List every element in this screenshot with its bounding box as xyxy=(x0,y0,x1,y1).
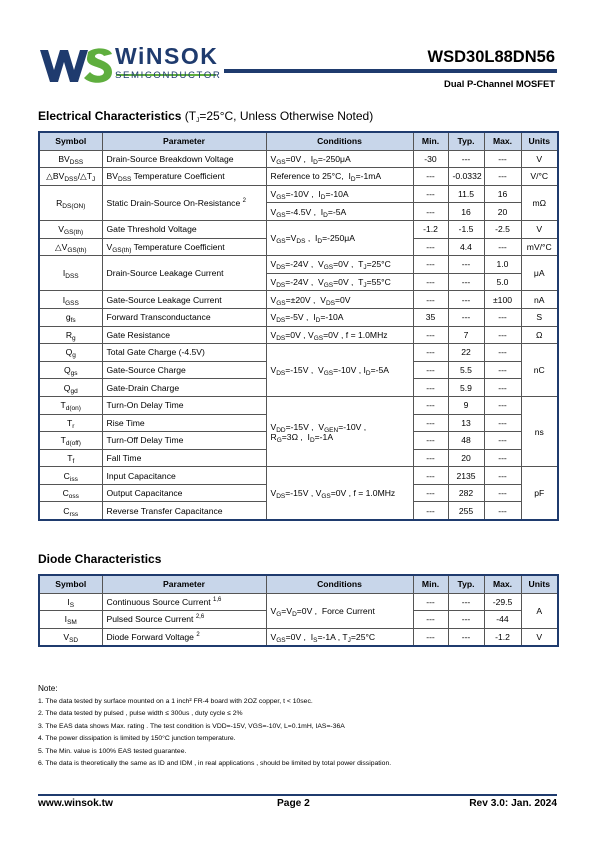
min-cell: --- xyxy=(413,361,448,379)
conditions-cell: $V_{GS}=0V$ , $I_S=-1A$ , $T_J=25^\circ C$ xyxy=(266,628,413,646)
note-item: 4. The power dissipation is limited by 150°C junction temperature. xyxy=(38,735,236,743)
max-cell: -29.5 xyxy=(484,593,521,611)
table-row xyxy=(39,308,558,326)
typ-cell: -1.5 xyxy=(448,220,484,238)
table-row xyxy=(39,150,558,168)
parameter-cell: Drain-Source Breakdown Voltage xyxy=(102,150,266,168)
min-cell: --- xyxy=(413,326,448,344)
symbol-cell: $C_{oss}$ xyxy=(39,484,102,502)
units-cell: mV/°C xyxy=(521,238,558,256)
units-cell: Ω xyxy=(521,326,558,344)
table-row xyxy=(39,220,558,238)
col-min: Min. xyxy=(413,575,448,593)
symbol-cell: $Q_{gs}$ xyxy=(39,361,102,379)
min-cell: --- xyxy=(413,185,448,203)
col-parameter: Parameter xyxy=(102,575,266,593)
note-item: 5. The Min. value is 100% EAS tested guarantee. xyxy=(38,747,187,755)
max-cell: --- xyxy=(484,361,521,379)
units-cell: μA xyxy=(521,256,558,291)
max-cell: 16 xyxy=(484,185,521,203)
max-cell: --- xyxy=(484,502,521,520)
symbol-cell: $I_{SM}$ xyxy=(39,611,102,629)
col-conditions: Conditions xyxy=(266,132,413,150)
notes-block xyxy=(38,683,391,770)
col-units: Units xyxy=(521,132,558,150)
logo-name: WiNSOK xyxy=(115,43,219,69)
footer-website: www.winsok.tw xyxy=(38,798,113,809)
max-cell: 5.0 xyxy=(484,273,521,291)
table-header-row xyxy=(39,132,558,150)
col-symbol: Symbol xyxy=(39,575,102,593)
table-row xyxy=(39,467,558,485)
typ-cell: 9 xyxy=(448,396,484,414)
units-cell: A xyxy=(521,593,558,628)
parameter-cell: Fall Time xyxy=(102,449,266,467)
min-cell: --- xyxy=(413,291,448,309)
min-cell: --- xyxy=(413,396,448,414)
typ-cell: --- xyxy=(448,150,484,168)
units-cell: ns xyxy=(521,396,558,466)
min-cell: --- xyxy=(413,502,448,520)
table-row xyxy=(39,291,558,309)
symbol-cell: $\triangle V_{GS(th)}$ xyxy=(39,238,102,256)
min-cell: -30 xyxy=(413,150,448,168)
footer-page-number: Page 2 xyxy=(277,798,310,809)
parameter-cell: Input Capacitance xyxy=(102,467,266,485)
typ-cell: 255 xyxy=(448,502,484,520)
conditions-cell: $V_{DD}=-15V$ , $V_{GEN}=-10V$ , $R_G=3\Omega$ , $I_D=-1A$ xyxy=(266,396,413,466)
diode-section-title: Diode Characteristics xyxy=(38,552,162,566)
symbol-cell: $Q_g$ xyxy=(39,344,102,362)
table-row xyxy=(39,326,558,344)
min-cell: --- xyxy=(413,449,448,467)
typ-cell: 5.5 xyxy=(448,361,484,379)
units-cell: V/°C xyxy=(521,168,558,186)
typ-cell: 5.9 xyxy=(448,379,484,397)
conditions-cell: $V_{DS}=-5V$ , $I_D=-10A$ xyxy=(266,308,413,326)
symbol-cell: $T_{d(on)}$ xyxy=(39,396,102,414)
electrical-section-title xyxy=(38,109,373,123)
title-cond-a: (T xyxy=(184,109,197,123)
symbol-cell: $I_{DSS}$ xyxy=(39,256,102,291)
note-item: 6. The data is theoretically the same as ID and IDM , in real applications , should be limited by total power dissipation. xyxy=(38,760,392,768)
min-cell: --- xyxy=(413,379,448,397)
min-cell: --- xyxy=(413,467,448,485)
symbol-cell: $BV_{DSS}$ xyxy=(39,150,102,168)
parameter-cell: Continuous Source Current $^{1,6}$ xyxy=(102,593,266,611)
title-cond-b: =25°C, Unless Otherwise Noted) xyxy=(199,109,374,123)
symbol-cell: $I_{GSS}$ xyxy=(39,291,102,309)
typ-cell: 48 xyxy=(448,432,484,450)
max-cell: --- xyxy=(484,150,521,168)
diode-table xyxy=(38,574,559,647)
symbol-cell: $R_{DS(ON)}$ xyxy=(39,185,102,220)
parameter-cell: Total Gate Charge (-4.5V) xyxy=(102,344,266,362)
max-cell: --- xyxy=(484,396,521,414)
parameter-cell: $BV_{DSS}$ Temperature Coefficient xyxy=(102,168,266,186)
symbol-cell: $g_{fs}$ xyxy=(39,308,102,326)
electrical-title: Electrical Characteristics xyxy=(38,109,182,123)
min-cell: -1.2 xyxy=(413,220,448,238)
conditions-cell: $V_{GS}=-10V$ , $I_D=-10A$ xyxy=(266,185,413,203)
typ-cell: --- xyxy=(448,593,484,611)
notes-title: Note: xyxy=(38,684,58,693)
min-cell: --- xyxy=(413,238,448,256)
parameter-cell: Rise Time xyxy=(102,414,266,432)
col-conditions: Conditions xyxy=(266,575,413,593)
parameter-cell: Gate-Source Leakage Current xyxy=(102,291,266,309)
max-cell: --- xyxy=(484,308,521,326)
parameter-cell: Forward Transconductance xyxy=(102,308,266,326)
typ-cell: --- xyxy=(448,628,484,646)
typ-cell: 2135 xyxy=(448,467,484,485)
min-cell: 35 xyxy=(413,308,448,326)
max-cell: --- xyxy=(484,414,521,432)
max-cell: --- xyxy=(484,168,521,186)
conditions-cell: $V_{GS}=\pm 20V$ , $V_{DS}=0V$ xyxy=(266,291,413,309)
col-typ: Typ. xyxy=(448,575,484,593)
title-cond-sub: J xyxy=(196,117,200,124)
electrical-table xyxy=(38,131,559,521)
typ-cell: --- xyxy=(448,273,484,291)
max-cell: --- xyxy=(484,432,521,450)
col-symbol: Symbol xyxy=(39,132,102,150)
table-row xyxy=(39,396,558,414)
parameter-cell: Diode Forward Voltage $^2$ xyxy=(102,628,266,646)
min-cell: --- xyxy=(413,344,448,362)
max-cell: -2.5 xyxy=(484,220,521,238)
min-cell: --- xyxy=(413,484,448,502)
min-cell: --- xyxy=(413,611,448,629)
symbol-cell: $T_r$ xyxy=(39,414,102,432)
conditions-cell: $V_{DS}=-24V$ , $V_{GS}=0V$ , $T_J=55^\circ C$ xyxy=(266,273,413,291)
symbol-cell: $\triangle BV_{DSS}/\triangle T_J$ xyxy=(39,168,102,186)
symbol-cell: $C_{iss}$ xyxy=(39,467,102,485)
min-cell: --- xyxy=(413,414,448,432)
conditions-cell: $V_{GS}=V_{DS}$ , $I_D=-250\mu A$ xyxy=(266,220,413,255)
header-rule xyxy=(224,69,557,73)
parameter-cell: Gate Resistance xyxy=(102,326,266,344)
parameter-cell: Reverse Transfer Capacitance xyxy=(102,502,266,520)
max-cell: 1.0 xyxy=(484,256,521,274)
min-cell: --- xyxy=(413,593,448,611)
units-cell: nA xyxy=(521,291,558,309)
table-header-row xyxy=(39,575,558,593)
typ-cell: -0.0332 xyxy=(448,168,484,186)
table-row xyxy=(39,168,558,186)
col-min: Min. xyxy=(413,132,448,150)
table-row xyxy=(39,344,558,362)
col-units: Units xyxy=(521,575,558,593)
symbol-cell: $T_{d(off)}$ xyxy=(39,432,102,450)
parameter-cell: Static Drain-Source On-Resistance $^2$ xyxy=(102,185,266,220)
table-row xyxy=(39,628,558,646)
col-parameter: Parameter xyxy=(102,132,266,150)
symbol-cell: $Q_{gd}$ xyxy=(39,379,102,397)
symbol-cell: $V_{SD}$ xyxy=(39,628,102,646)
col-max: Max. xyxy=(484,575,521,593)
symbol-cell: $C_{rss}$ xyxy=(39,502,102,520)
parameter-cell: Drain-Source Leakage Current xyxy=(102,256,266,291)
typ-cell: 282 xyxy=(448,484,484,502)
table-row xyxy=(39,185,558,203)
part-number: WSD30L88DN56 xyxy=(427,48,555,66)
max-cell: -44 xyxy=(484,611,521,629)
parameter-cell: Turn-Off Delay Time xyxy=(102,432,266,450)
parameter-cell: $V_{GS(th)}$ Temperature Coefficient xyxy=(102,238,266,256)
units-cell: S xyxy=(521,308,558,326)
typ-cell: 20 xyxy=(448,449,484,467)
conditions-cell: $V_{DS}=-15V$ , $V_{GS}=0V$ , f = 1.0MHz xyxy=(266,467,413,520)
conditions-cell: $V_{GS}=-4.5V$ , $I_D=-5A$ xyxy=(266,203,413,221)
typ-cell: 16 xyxy=(448,203,484,221)
units-cell: V xyxy=(521,150,558,168)
logo-subtitle: SEMICONDUCTOR xyxy=(115,70,222,81)
max-cell: 20 xyxy=(484,203,521,221)
units-cell: mΩ xyxy=(521,185,558,220)
parameter-cell: Pulsed Source Current $^{2,6}$ xyxy=(102,611,266,629)
units-cell: V xyxy=(521,220,558,238)
min-cell: --- xyxy=(413,432,448,450)
table-row xyxy=(39,593,558,611)
conditions-cell: $V_G=V_D=0V$ , Force Current xyxy=(266,593,413,628)
note-item: 1. The data tested by surface mounted on a 1 inch² FR-4 board with 2OZ copper, t < 10sec. xyxy=(38,698,313,705)
table-row xyxy=(39,256,558,274)
max-cell: --- xyxy=(484,344,521,362)
typ-cell: 7 xyxy=(448,326,484,344)
note-item: 2. The data tested by pulsed , pulse width ≤ 300us , duty cycle ≤ 2% xyxy=(38,710,243,718)
symbol-cell: $I_S$ xyxy=(39,593,102,611)
max-cell: --- xyxy=(484,484,521,502)
units-cell: V xyxy=(521,628,558,646)
conditions-cell: $V_{GS}=0V$ , $I_D=-250\mu A$ xyxy=(266,150,413,168)
max-cell: ±100 xyxy=(484,291,521,309)
col-typ: Typ. xyxy=(448,132,484,150)
typ-cell: 22 xyxy=(448,344,484,362)
note-item: 3. The EAS data shows Max. rating . The test condition is VDD=-15V, VGS=-10V, L=0.1mH, IAS=-36A xyxy=(38,722,345,730)
max-cell: --- xyxy=(484,326,521,344)
typ-cell: 4.4 xyxy=(448,238,484,256)
typ-cell: --- xyxy=(448,611,484,629)
parameter-cell: Gate-Drain Charge xyxy=(102,379,266,397)
device-type: Dual P-Channel MOSFET xyxy=(444,78,555,89)
parameter-cell: Gate Threshold Voltage xyxy=(102,220,266,238)
parameter-cell: Output Capacitance xyxy=(102,484,266,502)
units-cell: pF xyxy=(521,467,558,520)
typ-cell: --- xyxy=(448,291,484,309)
min-cell: --- xyxy=(413,256,448,274)
min-cell: --- xyxy=(413,273,448,291)
typ-cell: --- xyxy=(448,256,484,274)
max-cell: -1.2 xyxy=(484,628,521,646)
symbol-cell: $V_{GS(th)}$ xyxy=(39,220,102,238)
conditions-cell: Reference to 25°C, $I_D=-1mA$ xyxy=(266,168,413,186)
conditions-cell: $V_{DS}=-24V$ , $V_{GS}=0V$ , $T_J=25^\circ C$ xyxy=(266,256,413,274)
symbol-cell: $R_g$ xyxy=(39,326,102,344)
min-cell: --- xyxy=(413,628,448,646)
footer-revision: Rev 3.0: Jan. 2024 xyxy=(469,798,557,809)
max-cell: --- xyxy=(484,467,521,485)
min-cell: --- xyxy=(413,168,448,186)
parameter-cell: Gate-Source Charge xyxy=(102,361,266,379)
footer-rule xyxy=(38,794,557,796)
max-cell: --- xyxy=(484,449,521,467)
parameter-cell: Turn-On Delay Time xyxy=(102,396,266,414)
units-cell: nC xyxy=(521,344,558,397)
max-cell: --- xyxy=(484,379,521,397)
typ-cell: --- xyxy=(448,308,484,326)
typ-cell: 13 xyxy=(448,414,484,432)
conditions-cell: $V_{DS}=0V$ , $V_{GS}=0V$ , f = 1.0MHz xyxy=(266,326,413,344)
min-cell: --- xyxy=(413,203,448,221)
col-max: Max. xyxy=(484,132,521,150)
conditions-cell: $V_{DS}=-15V$ , $V_{GS}=-10V$ , $I_D=-5A$ xyxy=(266,344,413,397)
symbol-cell: $T_f$ xyxy=(39,449,102,467)
typ-cell: 11.5 xyxy=(448,185,484,203)
max-cell: --- xyxy=(484,238,521,256)
